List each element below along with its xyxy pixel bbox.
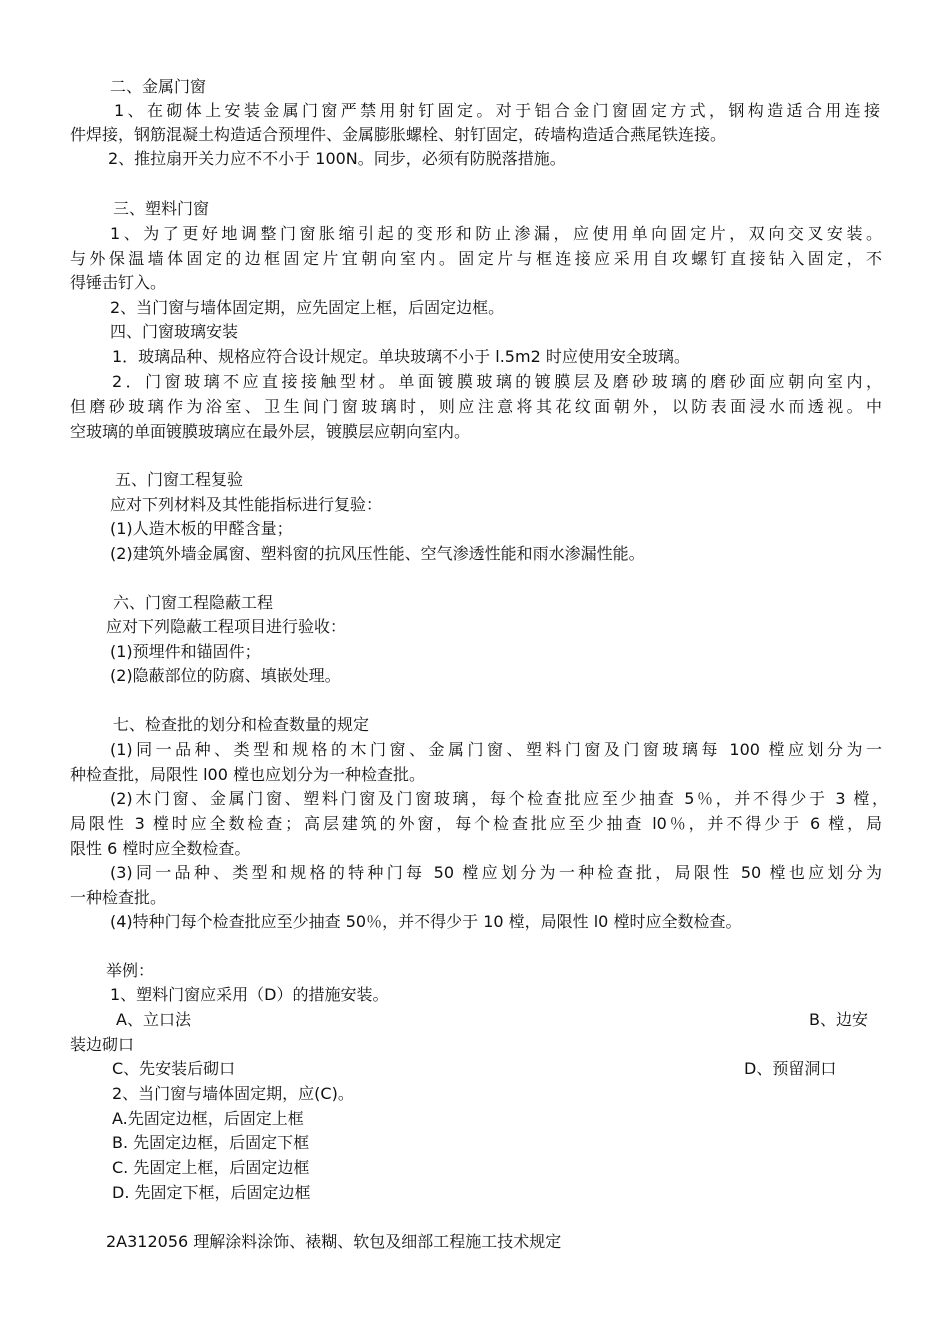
paragraph-text: 件焊接，钢筋混凝土构造适合预埋件、金属膨胀螺栓、射钉固定，砖墙构造适合燕尾铁连接。 [70,125,727,144]
question-2: 2、当门窗与墙体固定期，应(C)。 [112,1084,354,1103]
list-item: 种检查批，局限性 l00 樘也应划分为一种检查批。 [70,765,425,784]
question-1: 1、塑料门窗应采用（D）的措施安装。 [110,985,389,1004]
heading-glass-install: 四、门窗玻璃安装 [110,322,239,341]
option-c: C. 先固定上框，后固定边框 [112,1158,310,1177]
list-item: (1)预埋件和锚固件； [110,642,261,661]
heading-plastic-doors: 三、塑料门窗 [113,199,210,218]
list-item: (1)同一品种、类型和规格的木门窗、金属门窗、塑料门窗及门窗玻璃每 100 樘应划分为一 [110,740,882,759]
paragraph-text: 与外保温墙体固定的边框固定片宜朝向室内。固定片与框连接应采用自攻螺钉直接钻入固定，不 [70,249,882,268]
paragraph-text: 1．玻璃品种、规格应符合设计规定。单块玻璃不小于 l.5m2 时应使用安全玻璃。 [112,347,690,366]
paragraph-text: 但磨砂玻璃作为浴室、卫生间门窗玻璃时，则应注意将其花纹面朝外，以防表面浸水而透视。中 [70,397,882,416]
heading-metal-doors: 二、金属门窗 [110,77,207,96]
list-item: (2)隐蔽部位的防腐、填嵌处理。 [110,666,341,685]
paragraph-text: 应对下列隐蔽工程项目进行验收： [106,617,347,636]
option-b: B、边安 [809,1010,868,1029]
option-a: A、立口法 [116,1010,191,1029]
heading-example: 举例： [106,961,155,980]
option-a: A.先固定边框，后固定上框 [112,1109,304,1128]
list-item: (2)建筑外墙金属窗、塑料窗的抗风压性能、空气渗透性能和雨水渗漏性能。 [110,544,645,563]
heading-inspection-batch: 七、检查批的划分和检查数量的规定 [113,715,370,734]
option-d: D. 先固定下框，后固定边框 [112,1183,311,1202]
paragraph-text: 得锤击钉入。 [70,273,167,292]
paragraph-text: 2、推拉扇开关力应不不小于 100N。同步，必须有防脱落措施。 [108,149,566,168]
paragraph-text: 1、为了更好地调整门窗胀缩引起的变形和防止渗漏，应使用单向固定片，双向交叉安装。 [110,224,882,243]
option-b-continued: 装边砌口 [70,1035,135,1054]
paragraph-text: 2、当门窗与墙体固定期，应先固定上框，后固定边框。 [110,298,505,317]
paragraph-text: 应对下列材料及其性能指标进行复验： [110,495,383,514]
section-title-2a312056: 2A312056 理解涂料涂饰、裱糊、软包及细部工程施工技术规定 [106,1232,562,1251]
option-b: B. 先固定边框，后固定下框 [112,1133,310,1152]
list-item: 限性 6 樘时应全数检查。 [70,839,251,858]
list-item: 一种检查批。 [70,888,167,907]
heading-hidden-works: 六、门窗工程隐蔽工程 [113,593,274,612]
list-item: (1)人造木板的甲醛含量； [110,519,293,538]
list-item: (2)木门窗、金属门窗、塑料门窗及门窗玻璃，每个检查批应至少抽查 5％，并不得少于 3 樘， [110,789,888,808]
paragraph-text: 空玻璃的单面镀膜玻璃应在最外层，镀膜层应朝向室内。 [70,422,471,441]
paragraph-text: 2．门窗玻璃不应直接接触型材。单面镀膜玻璃的镀膜层及磨砂玻璃的磨砂面应朝向室内， [112,372,882,391]
option-d: D、预留洞口 [744,1059,837,1078]
list-item: 局限性 3 樘时应全数检查；高层建筑的外窗，每个检查批应至少抽查 l0％，并不得少于 6 樘，局 [70,814,882,833]
list-item: (3)同一品种、类型和规格的特种门每 50 樘应划分为一种检查批，局限性 50 樘也应划分为 [110,863,882,882]
list-item: (4)特种门每个检查批应至少抽查 50％，并不得少于 10 樘，局限性 l0 樘时应全数检查。 [110,912,742,931]
heading-recheck: 五、门窗工程复验 [115,470,244,489]
option-c: C、先安装后砌口 [112,1059,236,1078]
paragraph-text: 1、在砌体上安装金属门窗严禁用射钉固定。对于铝合金门窗固定方式，钢构造适合用连接 [114,101,880,120]
